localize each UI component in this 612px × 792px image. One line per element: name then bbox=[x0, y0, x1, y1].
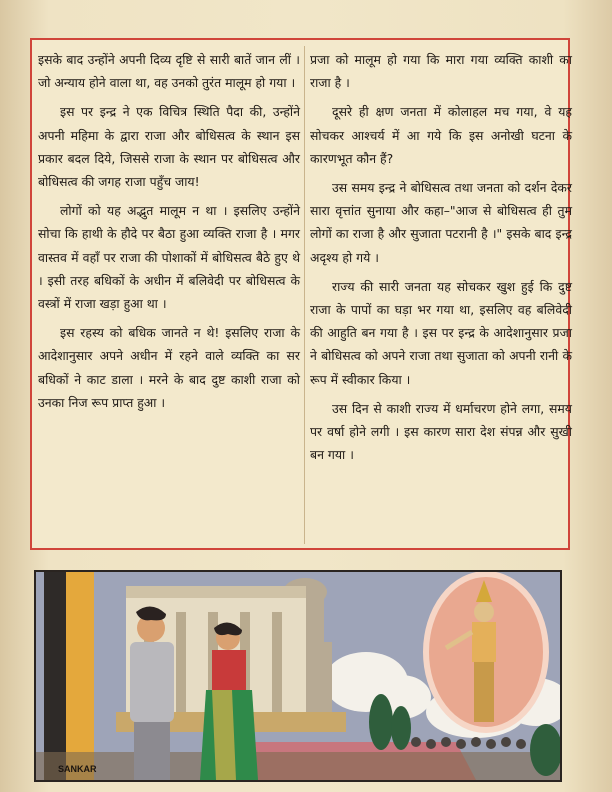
right-column bbox=[310, 48, 572, 472]
right-paragraph-2: दूसरे ही क्षण जनता में कोलाहल मच गया, वे यह सोचकर आश्चर्य में आ गये कि इस अनोखी घटना के कारणभूत कौन हैं? bbox=[310, 104, 572, 166]
right-paragraph-3: उस समय इन्द्र ने बोधिसत्व तथा जनता को दर्शन देकर सारा वृत्तांत सुनाया और कहा–"आज से बोधिसत्व ही तुम लोगों का राजा है और सुजाता पटरानी है ।" इसके बाद इन्द्र अदृश्य हो गये । bbox=[310, 180, 572, 265]
artist-signature: SANKAR bbox=[58, 764, 97, 774]
right-paragraph-5: उस दिन से काशी राज्य में धर्माचरण होने लगा, समय पर वर्षा होने लगी । इस कारण सारा देश संपन्न और सुखी बन गया । bbox=[310, 400, 572, 463]
story-illustration bbox=[34, 570, 562, 782]
golden-column bbox=[66, 572, 94, 780]
ground bbox=[36, 752, 560, 780]
left-paragraph-3: लोगों को यह अद्भुत मालूम न था । इसलिए उन्होंने सोचा कि हाथी के हौदे पर बैठा हुआ व्यक्ति राजा है । मगर वास्तव में वहाँ पर राजा की पोशाकों में बोधिसत्व बैठे हुए थे । इसी तरह बधिकों के अधीन में बलिवेदी पर बोधिसत्व के वस्त्रों में राजा खड़ा हुआ था । bbox=[38, 203, 300, 312]
left-paragraph-1: इसके बाद उन्होंने अपनी दिव्य दृष्टि से सारी बातें जान लीं । जो अन्याय होने वाला था, वह उनको तुरंत मालूम हो गया । bbox=[38, 52, 300, 91]
right-paragraph-1: प्रजा को मालूम हो गया कि मारा गया व्यक्ति काशी का राजा है । bbox=[310, 52, 572, 91]
left-paragraph-4: इस रहस्य को बधिक जानते न थे! इसलिए राजा के आदेशानुसार अपने अधीन में रहने वाले व्यक्ति का सर बधिकों ने काट डाला । मरने के बाद दुष्ट काशी राजा को उनका निज रूप प्राप्त हुआ । bbox=[38, 325, 300, 410]
right-paragraph-4: राज्य की सारी जनता यह सोचकर खुश हुई कि दुष्ट राजा के पापों का घड़ा भर गया था, इसलिए वह बलिवेदी की आहुति बन गया है । इस पर इन्द्र के आदेशानुसार प्रजा ने बोधिसत्व को अपने राजा तथा सुजाता को अपनी रानी के रूप में स्वीकार किया । bbox=[310, 278, 572, 387]
left-paragraph-2: इस पर इन्द्र ने एक विचित्र स्थिति पैदा की, उन्होंने अपनी महिमा के द्वारा राजा और बोधिसत्व के स्थान इस प्रकार बदल दिये, जिससे राजा के स्थान पर बोधिसत्व और बोधिसत्व की जगह राजा पहुँच जाय! bbox=[38, 104, 300, 190]
story-text-box bbox=[30, 38, 570, 550]
left-column bbox=[38, 48, 300, 420]
column-divider bbox=[304, 46, 305, 544]
illustration-scene bbox=[36, 572, 560, 780]
